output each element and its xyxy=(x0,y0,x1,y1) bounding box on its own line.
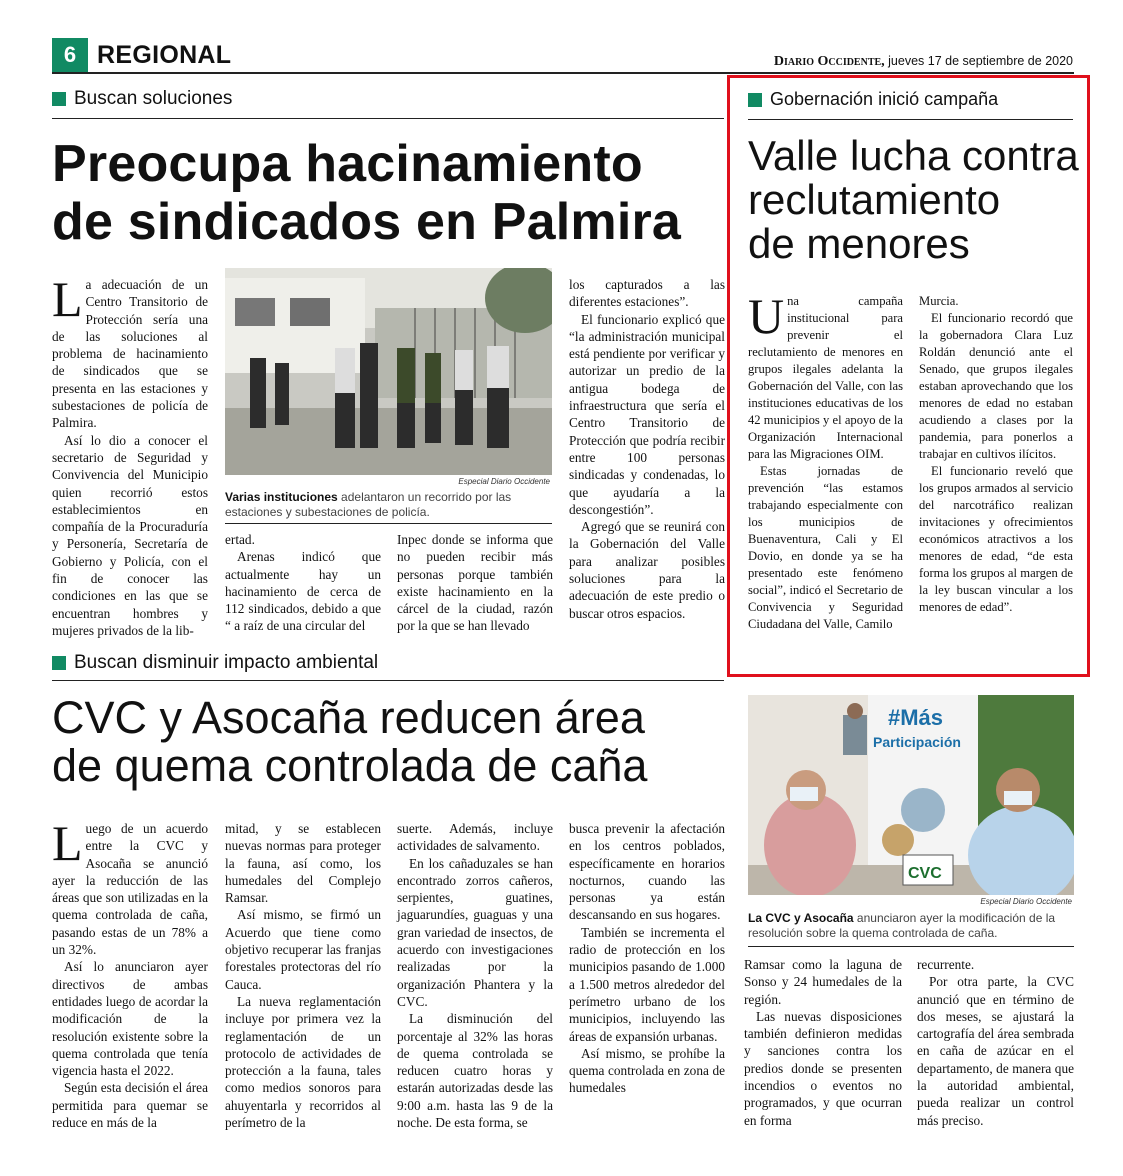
article1-headline-line2: de sindicados en Palmira xyxy=(52,193,682,251)
banner-line1: #Más xyxy=(888,705,944,730)
article1-column-4 xyxy=(569,276,725,622)
article1-column-2 xyxy=(225,531,381,635)
dateline xyxy=(774,54,1073,70)
paragraph: El funcionario recordó que la gobernadora Clara Luz Roldán denunció ante el Senado, que grupos ilegales estaban aprovechando que los menores de edad no estaban acudiendo a clases por la pandemia, para ponerlos a trabajar en cultivos ilícitos. xyxy=(919,311,1073,461)
press-conference-photo-illustration xyxy=(748,695,1074,895)
paragraph: El funcionario reveló que los grupos armados al servicio del narcotráfico realizan invitaciones y ofrecimientos económicos atractivos a los menores de edad, “de esta forma los grupos al margen de la ley buscan vincular a los menores de edad”. xyxy=(919,464,1073,614)
article3-column-4 xyxy=(569,820,725,1097)
article3-column-1 xyxy=(52,815,208,1131)
paragraph: Por otra parte, la CVC anunció que en término de dos meses, se ajustará la cartografía del área sembrada en caña de azúcar en el departamento, de manera que la autoridad ambiental, pueda realizar un control más preciso. xyxy=(917,974,1074,1128)
article3-dropcap: L xyxy=(52,815,83,871)
article3-headline-line1: CVC y Asocaña reducen área xyxy=(52,692,645,743)
issue-date: jueves 17 de septiembre de 2020 xyxy=(884,54,1073,68)
article1-kicker-text: Buscan soluciones xyxy=(74,88,233,109)
paragraph: busca prevenir la afectación en los centros poblados, específicamente en horarios nocturnos, cuando las personas ya están descansando en sus hogares. xyxy=(569,821,725,923)
article2-kicker-text: Gobernación inició campaña xyxy=(770,89,999,109)
article2-kicker xyxy=(748,89,998,110)
article3-caption xyxy=(748,911,1074,941)
article1-kicker xyxy=(52,88,232,110)
paragraph: ertad. xyxy=(225,532,255,547)
article1-dropcap: L xyxy=(52,271,83,327)
paragraph: En los cañaduzales se han encontrado zorros cañeros, serpientes, guatines, jaguarundíes, guaguas y una gran variedad de insectos, de acuerdo con investigaciones realizadas por la organización Phantera y la CVC. xyxy=(397,855,553,1009)
article3-column-5 xyxy=(744,956,902,1129)
kicker-square-icon xyxy=(52,92,66,106)
divider xyxy=(748,119,1073,120)
article1-column-3 xyxy=(397,531,553,635)
paragraph: Arenas indicó que actualmente hay un hacinamiento de cerca de 112 sindicados, debido a que “ a raíz de una circular del xyxy=(225,549,381,634)
divider xyxy=(52,118,724,119)
caption-text: adelantaron un recorrido por las estaciones y subestaciones de policía. xyxy=(225,490,512,519)
paragraph: Así mismo, se prohíbe la quema controlada en zona de humedales xyxy=(569,1045,725,1096)
cvc-logo: CVC xyxy=(908,865,942,882)
article2-headline xyxy=(748,134,1079,266)
paragraph: Ramsar como la laguna de Sonso y 24 humedales de la región. xyxy=(744,957,902,1007)
article1-caption xyxy=(225,490,552,520)
banner-line2: Participación xyxy=(873,734,961,750)
article3-kicker-text: Buscan disminuir impacto ambiental xyxy=(74,652,379,673)
paragraph: Estas jornadas de prevención “las estamos trabajando especialmente con los municipios de Buenaventura, Cali y El Dovio, en donde ya se ha presentado este fenómeno social”, indicó el Secretario de Convivencia y Seguridad Ciudadana del Valle, Camilo xyxy=(748,464,903,631)
kicker-square-icon xyxy=(748,93,762,107)
article3-photo xyxy=(748,695,1074,895)
paragraph: Así lo dio a conocer el secretario de Seguridad y Convivencia del Municipio quien recorrió estos establecimientos en compañía de la Procuraduría y Personería, Secretaría de Gobierno y Policía, con el fin de conocer las condiciones en las que se encuentran hombres y mujeres privados de la lib- xyxy=(52,432,208,638)
paragraph: Murcia. xyxy=(919,294,959,308)
article1-photo-credit: Especial Diario Occidente xyxy=(458,477,550,486)
paragraph: Agregó que se reunirá con la Gobernación del Valle para analizar posibles soluciones para la adecuación de este predio o buscar otros espacios. xyxy=(569,519,725,621)
article2-headline-line3: de menores xyxy=(748,220,970,267)
article3-column-2 xyxy=(225,820,381,1131)
paragraph: a adecuación de un Centro Transitorio de Protección sería una de las soluciones al problema de hacinamiento de sindicados que se presenta en las estaciones y subestaciones de policía de Palmira. xyxy=(52,277,208,431)
article1-photo xyxy=(225,268,552,475)
divider xyxy=(52,680,724,681)
article2-headline-line2: reclutamiento xyxy=(748,176,1001,223)
paragraph: También se incrementa el radio de protección en los municipios pasando de 1.000 a 1.500 metros alrededor del perímetro urbano de los municipios, incluyendo las áreas de expansión urbanas. xyxy=(569,924,725,1044)
article2-dropcap: U xyxy=(748,288,785,344)
paragraph: Así mismo, se firmó un Acuerdo que tiene como objetivo recuperar las franjas forestales protectoras del río Cauca. xyxy=(225,907,381,992)
paragraph: na campaña institucional para prevenir el reclutamiento de menores en grupos ilegales adelanta la Gobernación del Valle, con las instituciones educativas de los 42 municipios y el apoyo de la Organización Internacional para las Migraciones OIM. xyxy=(748,294,903,461)
paragraph: Inpec donde se informa que no pueden recibir más personas porque también existe hacinamiento en la cárcel de la ciudad, razón por la que se han llevado xyxy=(397,532,553,634)
caption-bold: Varias instituciones xyxy=(225,490,338,504)
paragraph: recurrente. xyxy=(917,957,975,972)
paragraph: mitad, y se establecen nuevas normas para proteger la fauna, así como, los humedales del Complejo Ramsar. xyxy=(225,821,381,906)
article1-headline-line1: Preocupa hacinamiento xyxy=(52,135,643,193)
article3-headline-line2: de quema controlada de caña xyxy=(52,740,648,791)
article3-column-3 xyxy=(397,820,553,1131)
article3-photo-credit: Especial Diario Occidente xyxy=(980,897,1072,906)
article3-headline xyxy=(52,694,647,790)
paragraph: Las nuevas disposiciones también definieron medidas y sanciones contra los predios donde se presenten incendios o eventos no programados, y que ocurran en forma xyxy=(744,1008,902,1128)
paragraph: los capturados a las diferentes estaciones”. xyxy=(569,277,725,310)
article2-column-2 xyxy=(919,293,1073,616)
caption-text: anunciaron ayer la modificación de la resolución sobre la quema controlada de caña. xyxy=(748,911,1056,940)
paragraph: Según esta decisión el área permitida para quemar se reduce en más de la xyxy=(52,1080,208,1131)
article3-kicker xyxy=(52,652,378,674)
article3-column-6 xyxy=(917,956,1074,1129)
section-title: REGIONAL xyxy=(97,41,232,69)
divider xyxy=(748,946,1074,947)
article2-headline-line1: Valle lucha contra xyxy=(748,132,1079,179)
header-rule xyxy=(52,72,1074,74)
article1-column-1 xyxy=(52,271,208,639)
paragraph: La nueva reglamentación incluye por primera vez la reglamentación de un protocolo de actividades de protección a la fauna, tales como medios sonoros para ahuyentarla y recorridos al perímetro de la xyxy=(225,993,381,1131)
divider xyxy=(225,523,552,524)
article1-headline xyxy=(52,135,681,251)
article2-column-1 xyxy=(748,288,903,633)
paragraph: La disminución del porcentaje al 32% las horas de quema controlada se reducen cuatro horas y estarán autorizadas desde las 9:00 a.m. hasta las 9 de la noche. De esta forma, se xyxy=(397,1011,553,1131)
paragraph: Así lo anunciaron ayer directivos de ambas entidades luego de acordar la modificación de la resolución existente sobre la quema controlada que tenía vigencia hasta el 2022. xyxy=(52,959,208,1079)
paragraph: El funcionario explicó que “la administración municipal está pendiente por verificar y autorizar un predio de la antigua bodega de infraestructura que sería el Centro Transitorio de Protección que podría recibir entre 100 personas sindicadas y condenadas, lo que ayudaría a la descongestión”. xyxy=(569,311,725,517)
page-number: 6 xyxy=(52,38,88,72)
kicker-square-icon xyxy=(52,656,66,670)
inspection-photo-illustration xyxy=(225,268,552,475)
paper-name: Diario Occidente, xyxy=(773,54,885,69)
caption-bold: La CVC y Asocaña xyxy=(748,911,854,925)
paragraph: suerte. Además, incluye actividades de salvamento. xyxy=(397,821,553,854)
paragraph: uego de un acuerdo entre la CVC y Asocaña se anunció ayer la reducción de las áreas que son utilizadas en la quema controlada de caña, pasando estas de un 78% a un 32%. xyxy=(52,821,208,958)
